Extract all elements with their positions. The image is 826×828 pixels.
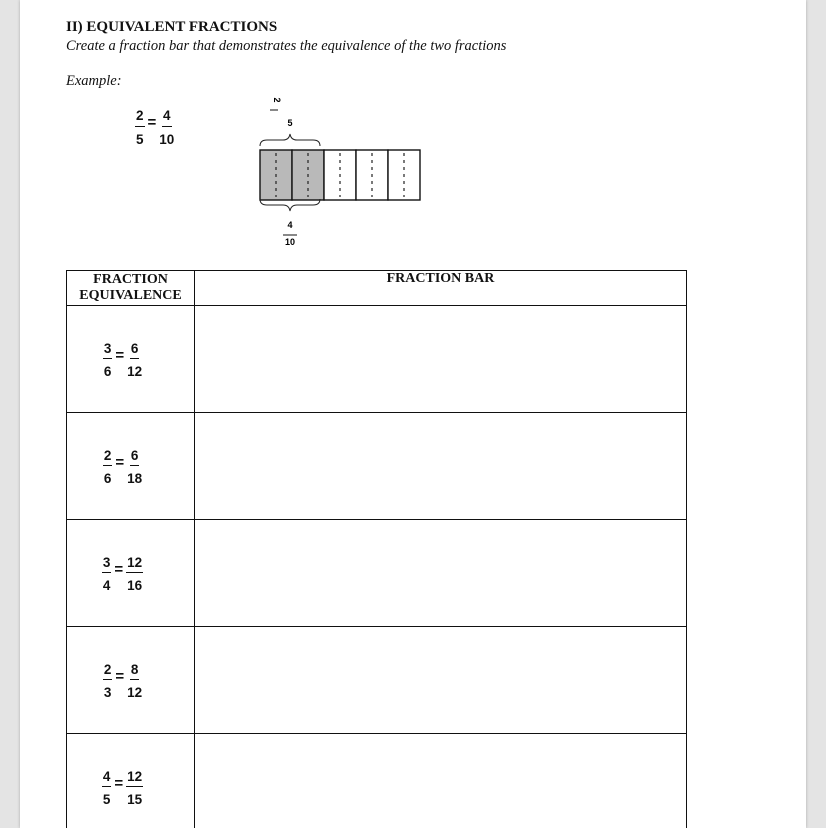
denominator: 10 bbox=[159, 131, 175, 147]
bottom-brace bbox=[260, 199, 320, 211]
fraction-equivalence-cell bbox=[67, 520, 195, 627]
equals-sign: = bbox=[147, 114, 157, 131]
fraction-left bbox=[103, 449, 113, 486]
example-equation bbox=[135, 109, 174, 146]
fraction-equivalence-cell bbox=[67, 413, 195, 520]
top-label-fraction bbox=[270, 97, 282, 110]
fraction-left bbox=[102, 770, 112, 807]
fraction-bar-answer-cell[interactable] bbox=[195, 627, 687, 734]
example-fraction-left bbox=[135, 109, 145, 146]
numerator: 2 bbox=[135, 109, 145, 127]
table-row bbox=[67, 734, 687, 828]
fraction-equivalence-cell bbox=[67, 734, 195, 828]
denominator: 6 bbox=[103, 364, 112, 379]
table-row bbox=[67, 627, 687, 734]
top-label-numerator: 2 bbox=[272, 97, 282, 103]
fraction-equivalence-cell bbox=[67, 306, 195, 413]
numerator: 3 bbox=[103, 342, 113, 360]
denominator: 12 bbox=[127, 364, 143, 379]
table-row bbox=[67, 306, 687, 413]
example-label: Example: bbox=[66, 73, 122, 89]
numerator: 3 bbox=[102, 556, 112, 574]
instructions: Create a fraction bar that demonstrates the equivalence of the two fractions bbox=[66, 38, 507, 54]
equation bbox=[103, 663, 142, 700]
denominator: 5 bbox=[102, 792, 111, 807]
denominator: 6 bbox=[103, 471, 112, 486]
example-fraction-right bbox=[159, 109, 174, 146]
denominator: 12 bbox=[127, 685, 143, 700]
equals-sign: = bbox=[115, 346, 125, 364]
fraction-bar-answer-cell[interactable] bbox=[195, 520, 687, 627]
numerator: 6 bbox=[130, 449, 140, 467]
fraction-right bbox=[127, 342, 142, 379]
equation bbox=[103, 449, 142, 486]
numerator: 6 bbox=[130, 342, 140, 360]
bottom-label-numerator: 4 bbox=[287, 220, 293, 230]
numerator: 12 bbox=[126, 770, 143, 788]
equation bbox=[103, 342, 142, 379]
column-header-fraction-bar: FRACTION BAR bbox=[195, 271, 687, 306]
top-brace bbox=[260, 134, 320, 146]
denominator: 15 bbox=[127, 792, 143, 807]
fraction-right bbox=[126, 556, 143, 593]
fraction-bar-answer-cell[interactable] bbox=[195, 734, 687, 828]
example-fraction-bar bbox=[225, 95, 425, 255]
equals-sign: = bbox=[114, 560, 124, 578]
bottom-label-denominator: 10 bbox=[284, 237, 296, 247]
denominator: 4 bbox=[102, 578, 111, 593]
denominator: 3 bbox=[103, 685, 112, 700]
table-row bbox=[67, 413, 687, 520]
column-header-equivalence: FRACTION EQUIVALENCE bbox=[67, 271, 195, 306]
numerator: 2 bbox=[103, 663, 113, 681]
fraction-right bbox=[126, 770, 143, 807]
fraction-bar-answer-cell[interactable] bbox=[195, 306, 687, 413]
table-row bbox=[67, 520, 687, 627]
denominator: 5 bbox=[136, 131, 144, 147]
fraction-left bbox=[103, 663, 113, 700]
fraction-left bbox=[102, 556, 112, 593]
equals-sign: = bbox=[115, 667, 125, 685]
fraction-bar-answer-cell[interactable] bbox=[195, 413, 687, 520]
denominator: 18 bbox=[127, 471, 143, 486]
numerator: 4 bbox=[102, 770, 112, 788]
table-header-row bbox=[67, 271, 687, 306]
numerator: 12 bbox=[126, 556, 143, 574]
numerator: 8 bbox=[130, 663, 140, 681]
denominator: 16 bbox=[127, 578, 143, 593]
fraction-right bbox=[127, 663, 142, 700]
section-title: II) EQUIVALENT FRACTIONS bbox=[66, 19, 278, 35]
equation bbox=[102, 556, 143, 593]
top-label-denominator: 5 bbox=[287, 118, 293, 128]
numerator: 4 bbox=[162, 109, 172, 127]
worksheet-page bbox=[20, 0, 806, 828]
equivalence-table bbox=[66, 270, 687, 828]
fraction-right bbox=[127, 449, 142, 486]
equals-sign: = bbox=[115, 453, 125, 471]
fraction-left bbox=[103, 342, 113, 379]
equals-sign: = bbox=[114, 774, 124, 792]
numerator: 2 bbox=[103, 449, 113, 467]
bar bbox=[260, 150, 420, 200]
equation bbox=[102, 770, 143, 807]
fraction-equivalence-cell bbox=[67, 627, 195, 734]
